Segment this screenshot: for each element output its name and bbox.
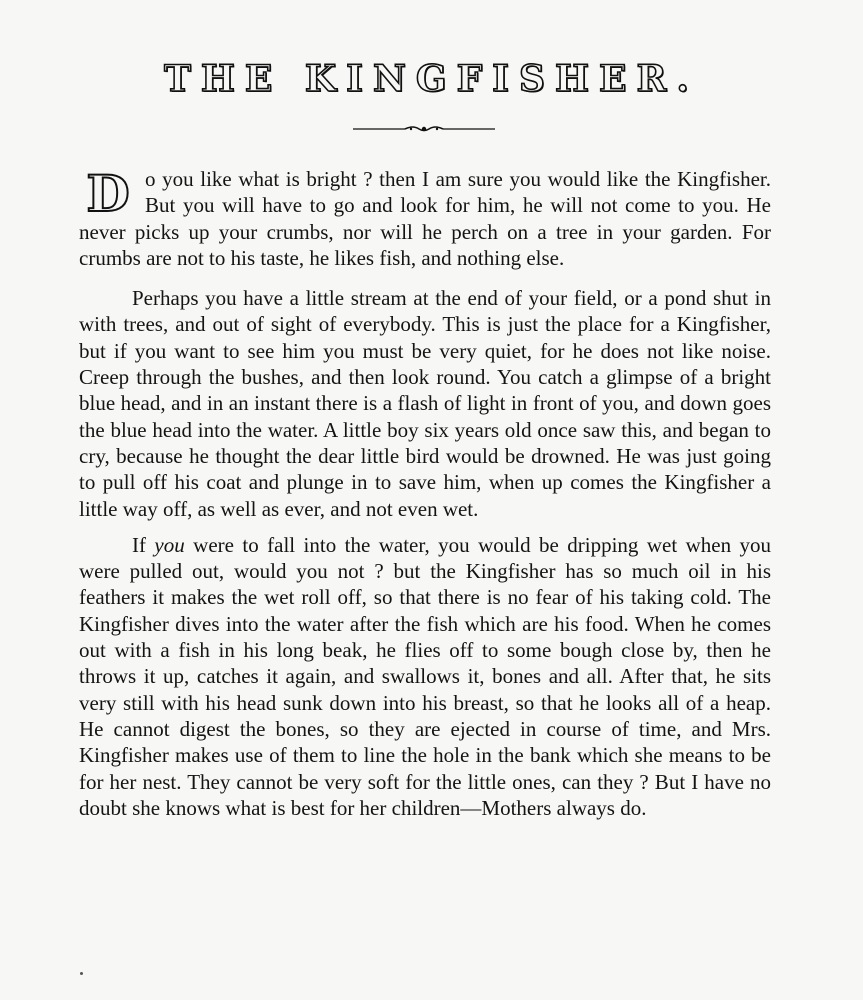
- body-text: [79, 166, 771, 831]
- paragraph-2: Perhaps you have a little stream at the end of your field, or a pond shut in with trees, and out of sight of everybody. This is just the place for a Kingfisher, but if you want to see him you must be very quiet, for he does not like noise. Creep through the bushes, and then look round. You catch a glimpse of a bright blue head, and in an instant there is a flash of light in front of you, and down goes the blue head into the water. A little boy six years old once saw this, and began to cry, because he thought the dear little bird would be drowned. He was just going to pull off his coat and plunge in to save him, when up comes the Kingfisher a little way off, as well as ever, and not even wet.: [79, 286, 771, 521]
- paragraph-1: [79, 166, 771, 271]
- paragraph-3-italic: you: [154, 532, 185, 557]
- paragraph-3-lead: If: [132, 532, 155, 557]
- title-ornament-divider: [353, 122, 495, 136]
- paragraph-3: [79, 532, 771, 821]
- drop-cap: D: [86, 164, 130, 223]
- page-title: THE KINGFISHER.: [164, 58, 699, 100]
- paragraph-1-text: o you like what is bright ? then I am sure you would like the Kingfisher. But you will have to go and look for him, he will not come to you. He never picks up your crumbs, nor will he perch on a tree in your garden. For crumbs are not to his taste, he likes fish, and nothing else.: [79, 167, 771, 270]
- page-speck: [80, 972, 83, 975]
- paragraph-3-text: were to fall into the water, you would be dripping wet when you were pulled out, would you not ? but the Kingfisher has so much oil in his feathers it makes the wet roll off, so that there is no fear of his taking cold. The Kingfisher dives into the water after the fish which are his food. When he comes out with a fish in his long beak, he flies off to some bough close by, then he throws it up, catches it again, and swallows it, bones and all. After that, he sits very still with his head sunk down into his breast, so that he looks all of a heap. He cannot digest the bones, so they are ejected in course of time, and Mrs. Kingfisher makes use of them to line the hole in the bank which she means to be for her nest. They cannot be very soft for the little ones, can they ? But I have no doubt she knows what is best for her children—Mothers always do.: [79, 532, 771, 820]
